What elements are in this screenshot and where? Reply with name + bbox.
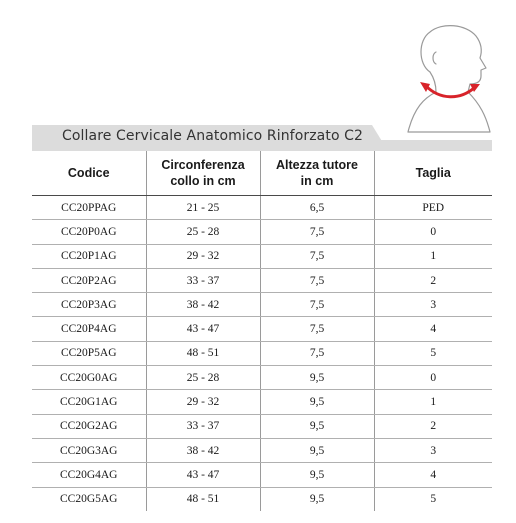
cell-altezza: 7,5 bbox=[260, 341, 374, 365]
cell-circonferenza: 29 - 32 bbox=[146, 390, 260, 414]
header-circonferenza: Circonferenza collo in cm bbox=[146, 151, 260, 196]
size-table bbox=[32, 151, 492, 511]
cell-altezza: 6,5 bbox=[260, 196, 374, 220]
cell-codice: CC20P4AG bbox=[32, 317, 146, 341]
table-row bbox=[32, 317, 492, 341]
cell-circonferenza: 48 - 51 bbox=[146, 487, 260, 511]
cell-circonferenza: 43 - 47 bbox=[146, 463, 260, 487]
cell-circonferenza: 21 - 25 bbox=[146, 196, 260, 220]
table-row bbox=[32, 390, 492, 414]
cell-altezza: 7,5 bbox=[260, 317, 374, 341]
cell-altezza: 9,5 bbox=[260, 390, 374, 414]
cell-codice: CC20G4AG bbox=[32, 463, 146, 487]
table-row bbox=[32, 244, 492, 268]
cell-codice: CC20PPAG bbox=[32, 196, 146, 220]
cell-circonferenza: 25 - 28 bbox=[146, 366, 260, 390]
cell-taglia: 4 bbox=[374, 463, 492, 487]
cell-altezza: 9,5 bbox=[260, 366, 374, 390]
header-codice: Codice bbox=[32, 151, 146, 196]
table-row bbox=[32, 438, 492, 462]
cell-taglia: 5 bbox=[374, 341, 492, 365]
header-altezza: Altezza tutore in cm bbox=[260, 151, 374, 196]
cell-codice: CC20G3AG bbox=[32, 438, 146, 462]
cell-taglia: 3 bbox=[374, 438, 492, 462]
cell-codice: CC20G2AG bbox=[32, 414, 146, 438]
table-row bbox=[32, 414, 492, 438]
cell-codice: CC20P0AG bbox=[32, 220, 146, 244]
cell-taglia: 5 bbox=[430, 493, 437, 506]
cell-taglia: 1 bbox=[374, 244, 492, 268]
cell-taglia: 2 bbox=[374, 414, 492, 438]
cell-codice: CC20G0AG bbox=[32, 366, 146, 390]
cell-altezza: 7,5 bbox=[260, 244, 374, 268]
table-row bbox=[32, 463, 492, 487]
cell-codice: CC20P2AG bbox=[32, 268, 146, 292]
cell-codice: CC20P3AG bbox=[32, 293, 146, 317]
cell-circonferenza: 29 - 32 bbox=[146, 244, 260, 268]
cell-circonferenza: 38 - 42 bbox=[146, 293, 260, 317]
cell-altezza: 9,5 bbox=[260, 414, 374, 438]
cell-taglia: 3 bbox=[374, 293, 492, 317]
cell-taglia: 0 bbox=[374, 366, 492, 390]
table-row bbox=[32, 366, 492, 390]
cell-taglia: 4 bbox=[374, 317, 492, 341]
cell-altezza: 7,5 bbox=[260, 293, 374, 317]
table-row bbox=[32, 268, 492, 292]
table-row bbox=[32, 196, 492, 220]
table-header-row bbox=[32, 151, 492, 196]
cell-taglia: 1 bbox=[374, 390, 492, 414]
cell-altezza: 7,5 bbox=[260, 268, 374, 292]
cell-altezza: 7,5 bbox=[260, 220, 374, 244]
cell-circonferenza: 25 - 28 bbox=[146, 220, 260, 244]
table-row bbox=[32, 293, 492, 317]
cell-circonferenza: 43 - 47 bbox=[146, 317, 260, 341]
header-taglia: Taglia bbox=[374, 151, 492, 196]
table-title: Collare Cervicale Anatomico Rinforzato C2 bbox=[62, 128, 364, 144]
cell-circonferenza: 33 - 37 bbox=[146, 414, 260, 438]
cell-circonferenza: 38 - 42 bbox=[146, 438, 260, 462]
table-row bbox=[32, 341, 492, 365]
cell-codice: CC20G5AG bbox=[32, 487, 146, 511]
cell-altezza: 9,5 bbox=[260, 487, 374, 511]
cell-circonferenza: 33 - 37 bbox=[146, 268, 260, 292]
head-neck-measurement-icon bbox=[400, 22, 500, 140]
cell-codice: CC20P1AG bbox=[32, 244, 146, 268]
cell-codice: CC20P5AG bbox=[32, 341, 146, 365]
cell-circonferenza: 48 - 51 bbox=[146, 341, 260, 365]
cell-taglia: 0 bbox=[374, 220, 492, 244]
cell-taglia: 2 bbox=[374, 268, 492, 292]
table-row bbox=[32, 487, 492, 511]
cell-altezza: 9,5 bbox=[260, 463, 374, 487]
cell-taglia: PED bbox=[374, 196, 492, 220]
cell-codice: CC20G1AG bbox=[32, 390, 146, 414]
cell-altezza: 9,5 bbox=[260, 438, 374, 462]
table-row bbox=[32, 220, 492, 244]
